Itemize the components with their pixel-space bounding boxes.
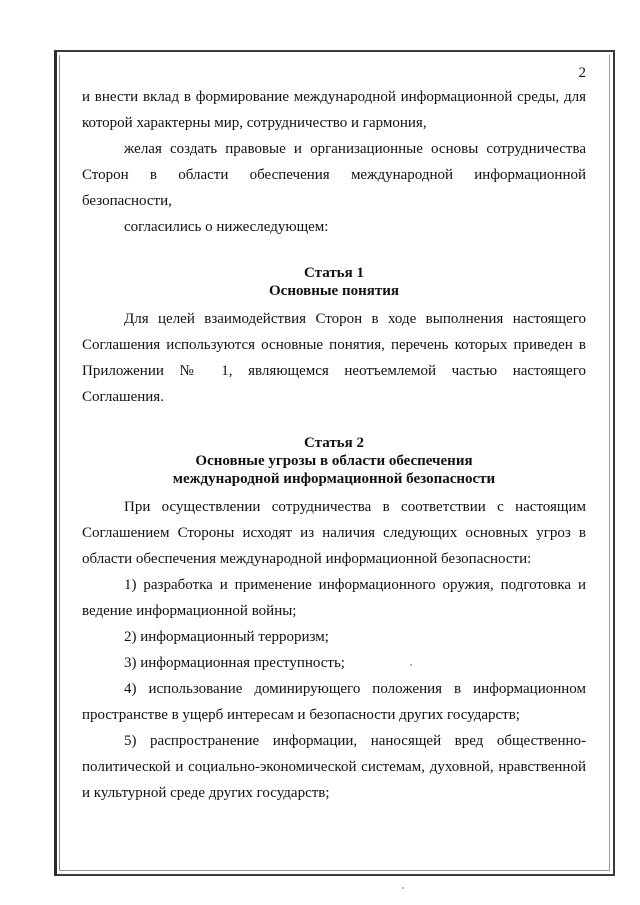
threat-item-2: 2) информационный терроризм; — [124, 629, 329, 645]
scan-speck — [410, 664, 412, 666]
intro-paragraph-3: согласились о нижеследующем: — [124, 219, 329, 235]
scan-speck — [402, 887, 404, 889]
article-1-title: Статья 1 — [304, 265, 364, 281]
article-2-subtitle-line-2: международной информационной безопасности — [172, 471, 496, 487]
article-2-intro: При осуществлении сотрудничества в соответствии с настоящим Соглашением Стороны исходят из наличия следующих основных угроз в области обеспечения международной информационной безопасности: — [82, 499, 586, 567]
threat-item-4: 4) использование доминирующего положения в информационном пространстве в ущерб интересам и безопасности других государств; — [82, 681, 586, 723]
article-1-text: Для целей взаимодействия Сторон в ходе выполнения настоящего Соглашения используются основные понятия, перечень которых приведен в Приложении № 1, являющемся неотъемлемой частью настоящего Соглашения. — [82, 311, 586, 405]
threat-item-5: 5) распространение информации, наносящей вред общественно-политической и социально-экономической системам, духовной, нравственной и культурной среде других государств; — [82, 733, 586, 801]
document-page — [82, 64, 586, 806]
article-2-title: Статья 2 — [304, 435, 364, 451]
intro-paragraph-1: и внести вклад в формирование международной информационной среды, для которой характерны мир, сотрудничество и гармония, — [82, 89, 586, 131]
intro-paragraph-2: желая создать правовые и организационные основы сотрудничества Сторон в области обеспечения международной информационной безопасности, — [82, 141, 586, 209]
article-2-subtitle-line-1: Основные угрозы в области обеспечения — [195, 453, 473, 469]
page-number: 2 — [578, 65, 586, 81]
threat-item-3: 3) информационная преступность; — [124, 655, 345, 671]
article-1-subtitle: Основные понятия — [269, 283, 399, 299]
threat-item-1: 1) разработка и применение информационного оружия, подготовка и ведение информационной войны; — [82, 577, 586, 619]
